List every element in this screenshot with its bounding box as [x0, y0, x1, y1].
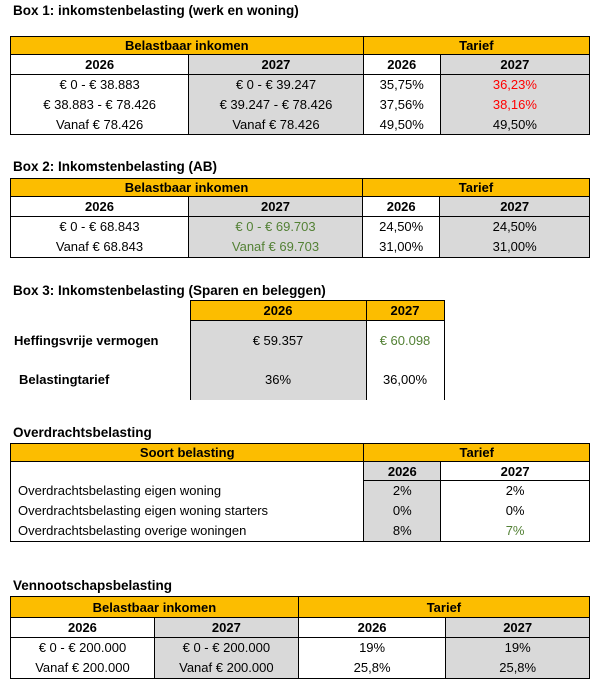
box1-income-2027: € 0 - € 39.247	[189, 75, 363, 95]
vpb-rate-2027: 19%	[446, 638, 590, 658]
box2-rate-2027: 31,00%	[440, 237, 590, 258]
vpb-year-b: 2027	[154, 618, 298, 638]
box2-group-rate: Tarief	[363, 179, 590, 197]
transfer-blank	[11, 462, 364, 481]
vpb-group-rate: Tarief	[298, 597, 589, 618]
table-row	[11, 95, 590, 115]
vpb-group-income: Belastbaar inkomen	[11, 597, 299, 618]
box1-income-2027: Vanaf € 78.426	[189, 115, 363, 135]
box3-value-2027: € 60.098	[366, 321, 444, 360]
box1-income-2026: € 0 - € 38.883	[11, 75, 189, 95]
box1-rate-year-a: 2026	[363, 55, 440, 75]
box3-value-2026: € 59.357	[190, 321, 366, 360]
vpb-income-2027: € 0 - € 200.000	[154, 638, 298, 658]
box1-rate-2027: 38,16%	[440, 95, 589, 115]
box1-rate-2026: 49,50%	[363, 115, 440, 135]
box1-year-a: 2026	[11, 55, 189, 75]
table-row	[10, 321, 444, 360]
table-row	[11, 501, 590, 521]
vpb-income-2027: Vanaf € 200.000	[154, 658, 298, 679]
vpb-rate-2027: 25,8%	[446, 658, 590, 679]
transfer-rate-2026: 2%	[364, 481, 441, 501]
vpb-income-2026: Vanaf € 200.000	[11, 658, 155, 679]
box2-rate-year-b: 2027	[440, 197, 590, 217]
vpb-rate-year-b: 2027	[446, 618, 590, 638]
transfer-label: Overdrachtsbelasting eigen woning	[11, 481, 364, 501]
transfer-group-rate: Tarief	[364, 444, 590, 462]
box1-income-2027: € 39.247 - € 78.426	[189, 95, 363, 115]
transfer-rate-2027: 2%	[441, 481, 590, 501]
box3-year-a: 2026	[190, 301, 366, 321]
transfer-heading: Overdrachtsbelasting	[13, 425, 152, 440]
vpb-income-2026: € 0 - € 200.000	[11, 638, 155, 658]
box2-income-2026: Vanaf € 68.843	[11, 237, 189, 258]
box1-rate-2026: 35,75%	[363, 75, 440, 95]
transfer-rate-2027: 7%	[441, 521, 590, 542]
table-row	[11, 217, 590, 237]
box1-rate-year-b: 2027	[440, 55, 589, 75]
box1-year-b: 2027	[189, 55, 363, 75]
vpb-rate-year-a: 2026	[298, 618, 446, 638]
vpb-rate-2026: 25,8%	[298, 658, 446, 679]
vpb-rate-2026: 19%	[298, 638, 446, 658]
box3-value-2026: 36%	[190, 360, 366, 400]
table-row	[11, 481, 590, 501]
vpb-heading: Vennootschapsbelasting	[13, 578, 173, 593]
transfer-table	[10, 443, 590, 542]
box2-heading: Box 2: Inkomstenbelasting (AB)	[13, 159, 218, 174]
table-row	[10, 360, 444, 400]
table-row	[11, 237, 590, 258]
transfer-group-type: Soort belasting	[11, 444, 364, 462]
box2-rate-2027: 24,50%	[440, 217, 590, 237]
table-row	[11, 658, 590, 679]
table-row	[11, 75, 590, 95]
box3-table	[10, 300, 445, 400]
box1-rate-2027: 36,23%	[440, 75, 589, 95]
box1-group-income: Belastbaar inkomen	[11, 37, 364, 55]
box3-heading: Box 3: Inkomstenbelasting (Sparen en beleggen)	[13, 283, 326, 298]
transfer-year-b: 2027	[441, 462, 590, 481]
transfer-year-a: 2026	[364, 462, 441, 481]
transfer-rate-2026: 0%	[364, 501, 441, 521]
box1-income-2026: € 38.883 - € 78.426	[11, 95, 189, 115]
box2-income-2027: € 0 - € 69.703	[188, 217, 362, 237]
transfer-label: Overdrachtsbelasting eigen woning starters	[11, 501, 364, 521]
box3-corner	[10, 301, 190, 321]
transfer-rate-2026: 8%	[364, 521, 441, 542]
transfer-label: Overdrachtsbelasting overige woningen	[11, 521, 364, 542]
transfer-rate-2027: 0%	[441, 501, 590, 521]
box2-year-b: 2027	[188, 197, 362, 217]
box3-year-b: 2027	[366, 301, 444, 321]
box2-income-2026: € 0 - € 68.843	[11, 217, 189, 237]
box1-group-rate: Tarief	[363, 37, 589, 55]
box2-income-2027: Vanaf € 69.703	[188, 237, 362, 258]
box2-rate-2026: 31,00%	[363, 237, 440, 258]
box1-rate-2027: 49,50%	[440, 115, 589, 135]
box3-label: Heffingsvrije vermogen	[14, 332, 159, 348]
box1-heading: Box 1: inkomstenbelasting (werk en woning)	[13, 3, 299, 18]
vpb-year-a: 2026	[11, 618, 155, 638]
box2-rate-2026: 24,50%	[363, 217, 440, 237]
table-row	[11, 638, 590, 658]
box1-table	[10, 36, 590, 135]
box3-label: Belastingtarief	[19, 372, 110, 387]
table-row	[11, 521, 590, 542]
box2-year-a: 2026	[11, 197, 189, 217]
box1-rate-2026: 37,56%	[363, 95, 440, 115]
vpb-table	[10, 596, 590, 679]
box3-value-2027: 36,00%	[366, 360, 444, 400]
table-row	[11, 115, 590, 135]
box2-group-income: Belastbaar inkomen	[11, 179, 363, 197]
box1-income-2026: Vanaf € 78.426	[11, 115, 189, 135]
box2-rate-year-a: 2026	[363, 197, 440, 217]
box2-table	[10, 178, 590, 258]
